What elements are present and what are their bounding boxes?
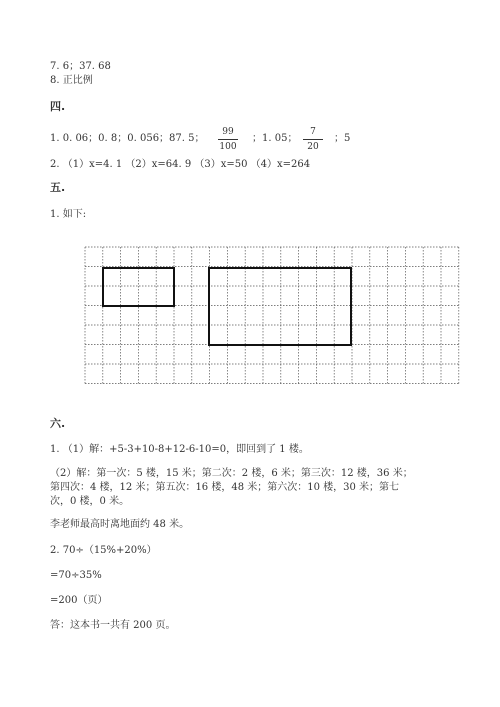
fraction-numerator: 99 (222, 127, 234, 137)
q6-2-line-2: 第四次：4 楼，12 米；第五次：16 楼，48 米；第六次：10 楼，30 米；第七 (50, 482, 400, 493)
q6-conclusion: 李老师最高时离地面约 48 米。 (50, 519, 190, 530)
q6-2-answer: 答：这本书一共有 200 页。 (50, 620, 176, 631)
section-heading-4: 四. (50, 100, 66, 113)
q4-1-part-b: ；1. 05； (252, 133, 298, 144)
q6-2-step-2: =200（页） (50, 595, 108, 606)
q4-1-part-a: 1. 0. 06；0. 8；0. 056；87. 5； (50, 133, 205, 144)
q6-2-step-1: =70÷35% (50, 570, 102, 581)
q4-1-part-c: ；5 (334, 133, 351, 144)
q4-2: 2. （1）x=4. 1 （2）x=64. 9 （3）x=50 （4）x=264 (50, 159, 311, 170)
fraction-numerator: 7 (310, 127, 316, 137)
q6-2-expression: 2. 70÷（15%+20%） (50, 545, 157, 556)
q6-1: 1. （1）解：+5-3+10-8+12-6-10=0，即回到了 1 楼。 (50, 444, 309, 455)
answer-line-8: 8. 正比例 (50, 75, 93, 86)
fraction-denominator: 20 (307, 142, 319, 152)
section-heading-5: 五. (50, 181, 66, 194)
q5-1: 1. 如下: (50, 209, 87, 220)
large-rectangle (209, 268, 351, 345)
fraction-denominator: 100 (219, 142, 237, 152)
q6-2-line-3: 次，0 楼，0 米。 (50, 496, 130, 507)
q6-2-line-1: （2）解：第一次：5 楼，15 米；第二次：2 楼，6 米；第三次：12 楼，36 米； (50, 468, 413, 479)
answer-line-7: 7. 6；37. 68 (50, 61, 111, 72)
section-heading-6: 六. (50, 417, 66, 430)
